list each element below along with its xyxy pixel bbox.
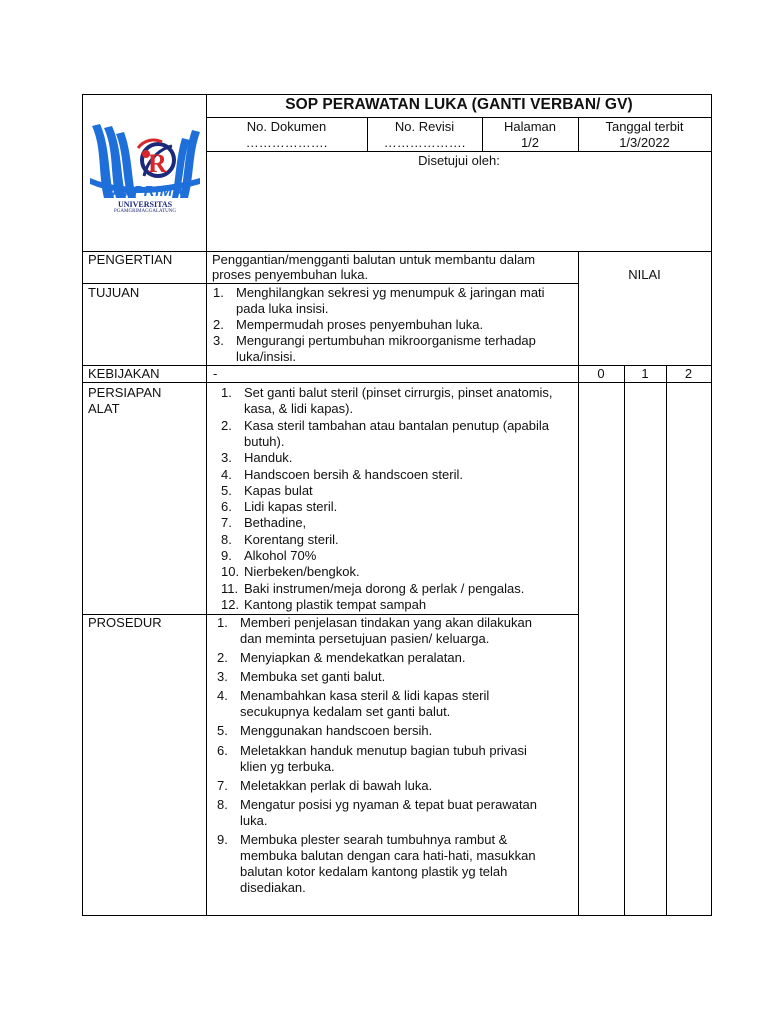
list-item-number: 8. xyxy=(217,796,228,812)
section-label-pengertian: PENGERTIAN xyxy=(88,252,173,267)
pengertian-line-1: Penggantian/mengganti balutan untuk membantu dalam xyxy=(212,252,536,267)
list-item-text: Korentang steril. xyxy=(244,531,339,547)
uniprima-logo xyxy=(88,118,202,223)
table-border-left xyxy=(82,94,83,916)
list-item-number: 7. xyxy=(217,777,228,793)
logo-subtitle-universitas: UNIVERSITAS xyxy=(117,200,173,209)
list-item-number: 12. xyxy=(221,596,240,612)
list-item-text: Membuka plester searah tumbuhnya rambut & xyxy=(240,831,508,847)
approved-by-label: Disetujui oleh: xyxy=(418,153,500,168)
list-item-number: 3. xyxy=(217,669,228,685)
list-item-text: Baki instrumen/meja dorong & perlak / pengalas. xyxy=(244,580,525,596)
list-item-text: Menambahkan kasa steril & lidi kapas steril xyxy=(240,688,490,704)
list-item-number: 4. xyxy=(221,466,232,482)
list-item-text: luka/insisi. xyxy=(236,349,296,364)
score-2: 2 xyxy=(684,366,693,381)
list-item-text: balutan kotor kedalam kantong plastik yg telah xyxy=(240,863,508,879)
page-value: 1/2 xyxy=(520,135,540,150)
score-0: 0 xyxy=(597,366,605,381)
list-item-number: 2. xyxy=(221,417,232,433)
issue-date-label: Tanggal terbit xyxy=(605,119,684,134)
list-item-text: Mempermudah proses penyembuhan luka. xyxy=(236,317,484,332)
section-label-kebijakan: KEBIJAKAN xyxy=(88,366,160,381)
list-item-number: 11. xyxy=(221,580,239,596)
section-label-prosedur: PROSEDUR xyxy=(88,615,162,630)
list-item-text: klien yg terbuka. xyxy=(240,758,335,774)
list-item-number: 8. xyxy=(221,531,232,547)
list-item-number: 6. xyxy=(217,742,228,758)
list-item-text: Meletakkan handuk menutup bagian tubuh privasi xyxy=(240,742,527,758)
section-label-tujuan: TUJUAN xyxy=(88,285,140,300)
list-item-text: Set ganti balut steril (pinset cirrurgis, pinset anatomis, xyxy=(244,385,553,400)
list-item-number: 9. xyxy=(217,831,228,847)
list-item-text: Menyiapkan & mendekatkan peralatan. xyxy=(240,650,466,666)
list-item-text: pada luka insisi. xyxy=(236,301,329,316)
list-item-number: 5. xyxy=(217,723,228,739)
row-divider-persiapan xyxy=(82,382,712,383)
logo-subtitle-location: PGAMGRIMAGGALATUNG xyxy=(114,209,176,214)
list-item-text: Membuka set ganti balut. xyxy=(240,669,386,685)
list-item-text: Memberi penjelasan tindakan yang akan dilakukan xyxy=(240,615,532,630)
list-item-number: 6. xyxy=(221,499,232,515)
list-item-text: Kapas bulat xyxy=(244,482,313,498)
list-item-text: kasa, & lidi kapas). xyxy=(244,401,354,417)
list-item-number: 1. xyxy=(213,285,224,300)
list-item-number: 5. xyxy=(221,482,232,498)
list-item-number: 1. xyxy=(221,385,232,400)
list-item-text: disediakan. xyxy=(240,879,306,895)
list-item-number: 9. xyxy=(221,548,232,563)
list-item-text: Kantong plastik tempat sampah xyxy=(244,596,427,612)
list-item-text: Bethadine, xyxy=(244,515,307,531)
table-border-right xyxy=(711,94,712,916)
list-item-text: Handscoen bersih & handscoen steril. xyxy=(244,466,463,482)
page-title: SOP PERAWATAN LUKA (GANTI VERBAN/ GV) xyxy=(285,96,633,113)
list-item-number: 1. xyxy=(217,615,228,630)
list-item-number: 7. xyxy=(221,515,232,531)
list-item-text: secukupnya kedalam set ganti balut. xyxy=(240,704,451,720)
list-item-text: Mengatur posisi yg nyaman & tepat buat perawatan xyxy=(240,796,538,812)
nilai-column-divider xyxy=(578,251,579,916)
title-row-divider xyxy=(206,117,712,118)
section-label-alat: ALAT xyxy=(88,401,120,416)
list-item-text: Handuk. xyxy=(244,450,293,466)
kebijakan-value: - xyxy=(213,366,218,381)
table-border-bottom xyxy=(82,915,712,916)
score-col-divider-1 xyxy=(624,365,625,916)
score-1: 1 xyxy=(641,366,649,381)
pengertian-line-2: proses penyembuhan luka. xyxy=(212,267,369,282)
issue-date-value: 1/3/2022 xyxy=(619,135,670,150)
page-label: Halaman xyxy=(503,119,557,134)
list-item-number: 3. xyxy=(221,450,232,466)
score-col-divider-2 xyxy=(666,365,667,916)
list-item-text: Alkohol 70% xyxy=(244,548,317,563)
list-item-number: 4. xyxy=(217,688,228,704)
list-item-text: luka. xyxy=(240,812,268,828)
list-item-text: Lidi kapas steril. xyxy=(244,499,338,515)
revision-value: ………………. xyxy=(383,135,466,150)
list-item-text: dan meminta persetujuan pasien/ keluarga. xyxy=(240,631,490,646)
list-item-number: 2. xyxy=(217,650,228,666)
label-column-divider xyxy=(206,94,207,916)
list-item-text: Menghilangkan sekresi yg menumpuk & jaringan mati xyxy=(236,285,545,300)
list-item-text: Nierbeken/bengkok. xyxy=(244,564,360,580)
section-label-persiapan: PERSIAPAN xyxy=(88,385,162,400)
svg-text:R: R xyxy=(148,149,167,178)
list-item-number: 2. xyxy=(213,317,224,332)
doc-number-label: No. Dokumen xyxy=(246,119,327,134)
list-item-text: Kasa steril tambahan atau bantalan penutup (apabila xyxy=(244,417,549,433)
doc-number-value: ………………. xyxy=(245,135,328,150)
list-item-text: butuh). xyxy=(244,433,285,449)
list-item-number: 3. xyxy=(213,333,224,348)
list-item-text: Menggunakan handscoen bersih. xyxy=(240,723,433,739)
list-item-text: Meletakkan perlak di bawah luka. xyxy=(240,777,433,793)
nilai-header: NILAI xyxy=(628,267,661,282)
table-border-top xyxy=(82,94,712,95)
list-item-text: membuka balutan dengan cara hati-hati, masukkan xyxy=(240,847,536,863)
row-divider-tujuan xyxy=(82,283,579,284)
doc-row-divider xyxy=(206,151,712,152)
revision-label: No. Revisi xyxy=(394,119,455,134)
list-item-number: 10. xyxy=(221,564,240,580)
logo-wordmark: UNIPRIMA xyxy=(105,183,185,200)
list-item-text: Mengurangi pertumbuhan mikroorganisme terhadap xyxy=(236,333,536,348)
